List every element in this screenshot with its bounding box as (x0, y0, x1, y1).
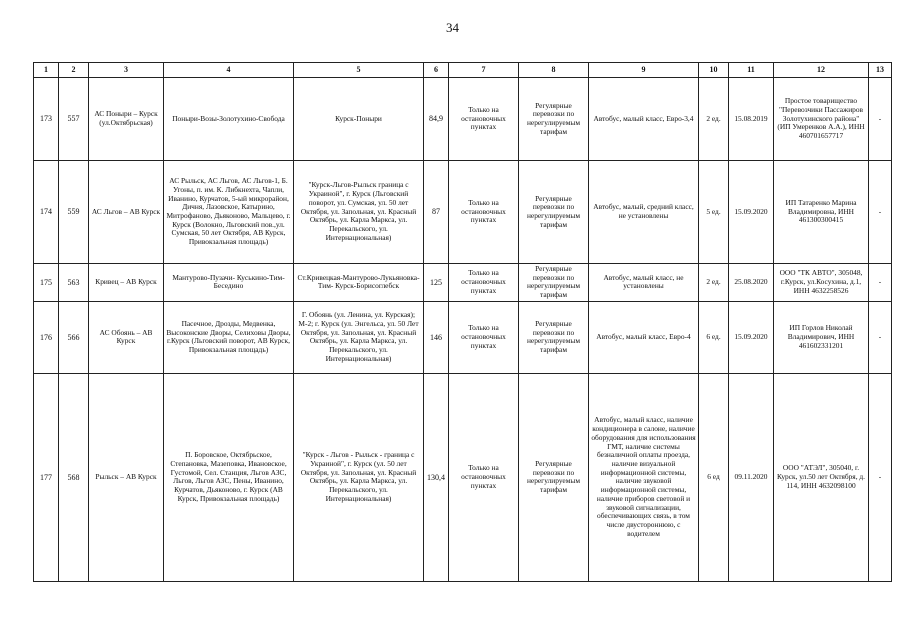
table-cell: 84,9 (424, 78, 449, 161)
table-cell: 563 (59, 264, 89, 302)
table-cell: П. Боровское, Октябрьское, Степановка, Мазеповка, Ивановское, Густомой, Сел. Станция, Льгов АЗС, Льгов, Льгов АЗС, Пены, Иванино, Курчатов, Дьяконово, г. Курск (АВ Курск, Привокзальная площадь) (164, 373, 294, 581)
col-header: 3 (89, 63, 164, 78)
table-cell: 15.09.2020 (729, 161, 774, 264)
col-header: 13 (869, 63, 892, 78)
table-row (34, 264, 892, 302)
table-cell: Регулярные перевозки по нерегулируемым тарифам (519, 373, 589, 581)
table-cell: Курск-Поныри (294, 78, 424, 161)
table-cell: - (869, 373, 892, 581)
col-header: 9 (589, 63, 699, 78)
table-cell: ООО "АТЭЛ", 305040, г. Курск, ул.50 лет Октября, д. 114, ИНН 4632098100 (774, 373, 869, 581)
table-cell: 176 (34, 301, 59, 373)
table-cell: Поныри-Возы-Золотухино-Свобода (164, 78, 294, 161)
table-cell: Только на остановочных пунктах (449, 264, 519, 302)
col-header: 2 (59, 63, 89, 78)
table-cell: 568 (59, 373, 89, 581)
table-cell: АС Обоянь – АВ Курск (89, 301, 164, 373)
table-cell: Автобус, малый класс, наличие кондиционера в салоне, наличие оборудования для использования ГМТ, наличие системы безналичной оплаты проезда, наличие визуальной информационной системы, наличие звуковой информационной системы, наличие приборов световой и звуковой сигнализации, обеспечивающих связь, в том числе двустороннюю, с водителем (589, 373, 699, 581)
table-cell: АС Рыльск, АС Льгов, АС Льгов-1, Б. Угоны, п. им. К. Либкнехта, Чапли, Иванино, Курчатов, 5-ый микрорайон, Дичня, Лазовское, Катырино, Митрофаново, Дьяконово, Мальцево, г. Курск (Волокно, Льговский пов.,ул. Сумская, 50 лет Октября, АВ Курск, Привокзальная площадь) (164, 161, 294, 264)
col-header: 6 (424, 63, 449, 78)
table-cell: Регулярные перевозки по нерегулируемым тарифам (519, 78, 589, 161)
page-number: 34 (446, 20, 459, 35)
table-cell: Регулярные перевозки по нерегулируемым тарифам (519, 264, 589, 302)
table-cell: Простое товарищество "Перевозчики Пассажиров Золотухинского района" (ИП Умеренков А.А.), ИНН 460701657717 (774, 78, 869, 161)
table-cell: 2 ед. (699, 264, 729, 302)
table-cell: 125 (424, 264, 449, 302)
table-cell: 5 ед. (699, 161, 729, 264)
table-cell: Только на остановочных пунктах (449, 161, 519, 264)
table-cell: Г. Обоянь (ул. Ленина, ул. Курская); М-2; г. Курск (ул. Энгельса, ул. 50 Лет Октября, ул. Запольная, ул. Красный Октябрь, ул. Карла Маркса, ул. Перекальского, ул. Интернациональная) (294, 301, 424, 373)
col-header: 12 (774, 63, 869, 78)
table-row (34, 301, 892, 373)
table-cell: 6 ед. (699, 301, 729, 373)
col-header: 8 (519, 63, 589, 78)
table-cell: 130,4 (424, 373, 449, 581)
table-cell: Только на остановочных пунктах (449, 301, 519, 373)
col-header: 11 (729, 63, 774, 78)
table-cell: - (869, 264, 892, 302)
table-cell: "Курск - Льгов - Рыльск - граница с Украиной", г. Курск (ул. 50 лет Октября, ул. Запольная, ул. Красный Октябрь, ул. Карла Маркса, ул. Перекальского, ул. Интернациональная) (294, 373, 424, 581)
table-cell: 557 (59, 78, 89, 161)
table-cell: "Курск-Льгов-Рыльск граница с Украиной", г. Курск (Льговский поворот, ул. Сумская, ул. 50 лет Октября, ул. Запольная, ул. Красный Октябрь, ул. Карла Маркса, ул. Перекальского, ул. Интернациональная) (294, 161, 424, 264)
table-cell: 177 (34, 373, 59, 581)
table-cell: 87 (424, 161, 449, 264)
col-header: 5 (294, 63, 424, 78)
table-cell: Мантурово-Пузачи- Куськино-Тим-Беседино (164, 264, 294, 302)
table-cell: АС Льгов – АВ Курск (89, 161, 164, 264)
table-cell: 566 (59, 301, 89, 373)
table-cell: - (869, 78, 892, 161)
table-cell: 559 (59, 161, 89, 264)
table-cell: ИП Татаренко Марина Владимировна, ИНН 461300300415 (774, 161, 869, 264)
table-cell: Регулярные перевозки по нерегулируемым тарифам (519, 301, 589, 373)
table-cell: 6 ед (699, 373, 729, 581)
col-header: 10 (699, 63, 729, 78)
table-row (34, 161, 892, 264)
table-cell: АС Поныри – Курск (ул.Октябрьская) (89, 78, 164, 161)
table-cell: 15.09.2020 (729, 301, 774, 373)
table-cell: 175 (34, 264, 59, 302)
table-cell: 146 (424, 301, 449, 373)
table-cell: Только на остановочных пунктах (449, 373, 519, 581)
table-row (34, 373, 892, 581)
table-cell: - (869, 301, 892, 373)
table-cell: - (869, 161, 892, 264)
table-cell: Рыльск – АВ Курск (89, 373, 164, 581)
table-cell: Пасечное, Дрозды, Медвенка, Высоконские Дворы, Селиховы Дворы, г.Курск (Льговский поворот, АВ Курск, Привокзальная площадь) (164, 301, 294, 373)
col-header: 4 (164, 63, 294, 78)
table-cell: Автобус, малый класс, Евро-3,4 (589, 78, 699, 161)
table-cell: 09.11.2020 (729, 373, 774, 581)
col-header: 1 (34, 63, 59, 78)
table-cell: Автобус, малый класс, Евро-4 (589, 301, 699, 373)
table-cell: Регулярные перевозки по нерегулируемым тарифам (519, 161, 589, 264)
table-cell: Автобус, малый, средний класс, не установлены (589, 161, 699, 264)
col-header: 7 (449, 63, 519, 78)
table-cell: Только на остановочных пунктах (449, 78, 519, 161)
routes-table (33, 62, 892, 582)
table-cell: 25.08.2020 (729, 264, 774, 302)
table-cell: Ст.Кривецкая-Мантурово-Лукьяновка- Тим- Курск-Борисоглебск (294, 264, 424, 302)
table-cell: 174 (34, 161, 59, 264)
table-cell: 2 ед. (699, 78, 729, 161)
table-cell: Кривец – АВ Курск (89, 264, 164, 302)
table-cell: Автобус, малый класс, не установлены (589, 264, 699, 302)
table-cell: ООО "ТК АВТО", 305048, г.Курск, ул.Косухина, д.1, ИНН 4632258526 (774, 264, 869, 302)
table-cell: 15.08.2019 (729, 78, 774, 161)
table-cell: ИП Горлов Николай Владимирович, ИНН 461602331201 (774, 301, 869, 373)
header-row (34, 63, 892, 78)
table-cell: 173 (34, 78, 59, 161)
table-row (34, 78, 892, 161)
